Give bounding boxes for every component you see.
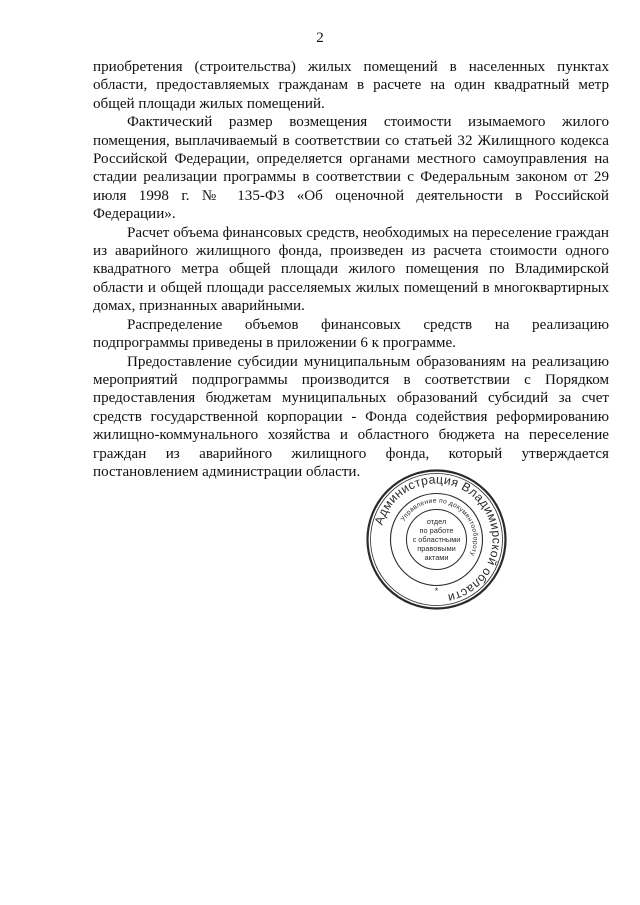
- seal-inner-text: Управление по документообороту: [399, 497, 479, 557]
- official-seal: [365, 468, 508, 611]
- seal-graphic: [365, 468, 508, 611]
- seal-outer-text: Администрация Владимирской области: [371, 472, 504, 606]
- page-number: 2: [316, 30, 324, 46]
- seal-center-line-2: по работе: [419, 526, 454, 535]
- paragraph-1: приобретения (строительства) жилых помещений в населенных пунктах области, предоставляемых гражданам в расчете на один квадратный метр общей площади жилых помещений.: [93, 59, 609, 112]
- seal-center-line-4: правовыми: [417, 544, 456, 553]
- seal-center-line-1: отдел: [426, 517, 447, 526]
- paragraph-3: Расчет объема финансовых средств, необходимых на переселение граждан из аварийного жилищного фонда, произведен из расчета стоимости одного квадратного метра общей площади жилого помещения по Владимирской области и общей площади расселяемых жилых помещений в многоквартирных домах, признанных аварийными.: [93, 224, 609, 315]
- paragraph-4: Распределение объемов финансовых средств на реализацию подпрограммы приведены в приложении 6 к программе.: [93, 316, 609, 352]
- seal-center-line-3: с областными: [412, 535, 461, 544]
- seal-center-line-5: актами: [424, 553, 449, 562]
- paragraph-2: Фактический размер возмещения стоимости изымаемого жилого помещения, выплачиваемый в соответствии со статьей 32 Жилищного кодекса Российской Федерации, определяется органами местного самоуправления на стадии реализации программы в соответствии с Федеральным законом от 29 июля 1998 г. № 135-ФЗ «Об оценочной деятельности в Российской Федерации».: [93, 114, 609, 223]
- body-text: [93, 58, 609, 481]
- paragraph-5: Предоставление субсидии муниципальным образованиям на реализацию мероприятий подпрограммы производится в соответствии с Порядком предоставления бюджетам муниципальных образований субсидий за счет средств государственной корпорации - Фонда содействия реформированию жилищно-коммунального хозяйства и областного бюджета на переселение граждан из аварийного жилищного фонда, который утверждается постановлением администрации области.: [93, 353, 609, 480]
- seal-star-icon: *: [434, 586, 439, 596]
